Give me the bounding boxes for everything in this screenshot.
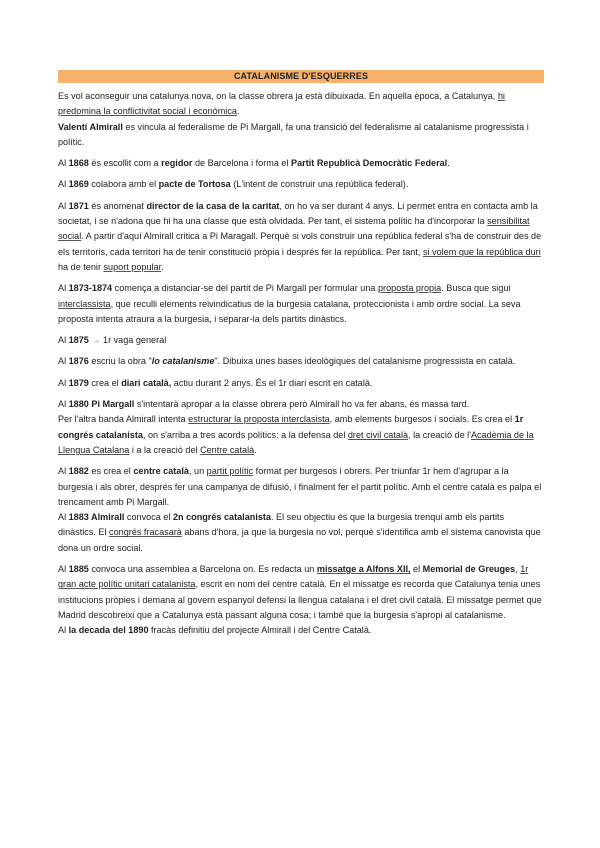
underlined-text: sensibilitat social — [58, 216, 530, 242]
underlined-text: partit polític — [206, 466, 254, 477]
text: colabora amb el — [88, 179, 159, 190]
bold-text: director de la casa de la caritat — [146, 200, 280, 211]
intro-paragraph — [58, 89, 544, 120]
text: s'intentarà apropar a la classe obrera però Almirall ho va fer abans, és massa tard. — [134, 399, 470, 410]
bold-text: 1885 — [68, 564, 89, 575]
text: abans d'hora, ja que la burgesia no vol, perquè s'identifica amb el sistema canovista que dona un ordre social. — [58, 527, 541, 553]
paragraph-1883 — [58, 510, 544, 556]
arrow-icon: → — [88, 335, 104, 346]
text: Al — [58, 200, 69, 211]
text: 1r vaga general — [103, 335, 167, 346]
bold-italic-text: lo catalanisme — [151, 356, 215, 367]
paragraph-1885 — [58, 562, 544, 623]
bold-text: centre català — [133, 466, 189, 477]
paragraph-1890 — [58, 623, 544, 638]
text: escriu la obra " — [88, 356, 152, 367]
bold-text: 1876 — [68, 356, 89, 367]
text: Al — [58, 512, 69, 523]
text: Al — [58, 564, 69, 575]
text: Es vol aconseguir una catalunya nova, on la classe obrera ja està dibuixada. En aquella època, a Catalunya, — [58, 91, 498, 101]
paragraph-1868 — [58, 156, 544, 171]
bold-text: regidor — [161, 158, 193, 169]
text: actiu durant 2 anys. És el 1r diari escrit en català. — [171, 377, 373, 388]
paragraph-1871 — [58, 199, 544, 275]
bold-text: 1883 Almirall — [68, 512, 125, 523]
bold-underlined-text: missatge a Alfons XII, — [316, 564, 411, 575]
underlined-text: suport popular — [103, 261, 162, 272]
text: ". Dibuixa unes bases ideològiques del catalanisme progressista en català. — [214, 356, 516, 367]
text: i a la creació del — [129, 444, 201, 455]
text: Al — [58, 283, 69, 294]
text: Al — [58, 399, 69, 410]
text: (L'intent de construir una república federal). — [230, 179, 409, 190]
text: . — [254, 444, 257, 455]
bold-text: la decada del 1890 — [68, 625, 149, 636]
paragraph-1873 — [58, 281, 544, 327]
bold-text: 1868 — [68, 158, 89, 169]
paragraph-1880 — [58, 397, 544, 412]
text: . — [161, 261, 164, 272]
underlined-text: 1r gran acte polític unitari catalanista — [58, 564, 529, 590]
text: Al — [58, 158, 69, 169]
text: . Busca que sigui — [441, 283, 511, 294]
bold-text: 1880 Pi Margall — [68, 399, 135, 410]
bold-text: pacte de Tortosa — [158, 179, 231, 190]
text: és escollit com a — [88, 158, 162, 169]
paragraph-1879 — [58, 376, 544, 391]
page-title: CATALANISME D'ESQUERRES — [58, 70, 544, 83]
text: Al — [58, 625, 69, 636]
almirall-intro-paragraph — [58, 120, 544, 151]
paragraph-1882 — [58, 464, 544, 510]
text: , on s'arriba a tres acords polítics: a la defensa del — [142, 429, 348, 440]
bold-text: 1875 — [68, 335, 89, 346]
document-page — [58, 70, 544, 645]
text: . El seu objectiu és que la burgesia trenqui amb els partits dinàstics. El — [58, 512, 505, 538]
bold-text: 1882 — [68, 466, 89, 477]
text: . — [447, 158, 450, 169]
text: el — [410, 564, 423, 575]
underlined-text: Acadèmia de la Llengua Catalana — [58, 429, 534, 455]
text: crea el — [88, 377, 122, 388]
bold-text: Memorial de Greuges — [422, 564, 516, 575]
text: ha de tenir — [58, 261, 104, 272]
text: , — [515, 564, 521, 575]
bold-text: 1r congrés catalanista — [58, 414, 524, 440]
underlined-text: congrés fracasarà — [109, 527, 182, 538]
text: fracàs definitiu del projecte Almirall i del Centre Català. — [148, 625, 372, 636]
underlined-text: estructurar la proposta interclasista — [188, 414, 330, 425]
text: , un — [188, 466, 207, 477]
bold-text: 1869 — [68, 179, 89, 190]
text: es vincula al federalisme de Pi Margall, fa una transició del federalisme al catalanisme progressista i polític. — [58, 121, 529, 147]
bold-text: diari català, — [121, 377, 172, 388]
text: Al — [58, 179, 69, 190]
text: format per burgesos i obrers. Per triunfar 1r hem d'agrupar a la burgesia i als obrer, després fer una campanya de difusió, i finalment fer el partit polític. Amb el centre català es palpa el trencament amb Pi Margall. — [58, 466, 542, 507]
underlined-text: Centre català — [200, 444, 255, 455]
text: convoca una assemblea a Barcelona on. Es redacta un — [88, 564, 317, 575]
bold-text: 1873-1874 — [68, 283, 113, 294]
text: Al — [58, 377, 69, 388]
text: , que reculli elements reivindicatius de la burgesia catalana, proteccionista i amb ordre social. La seva proposta intenta atraura a la burgesia, i separar-la dels partits dinàstics. — [58, 298, 521, 324]
text: , amb elements burgesos i socials. Es crea el — [329, 414, 515, 425]
text: Al — [58, 335, 69, 346]
text: , escrit en nom del centre català. En el missatge es recorda que Catalunya tenia unes institucions pròpies i demana al govern espanyol defensi la llengua catalana i el dret civil català. El missatge permet que Madrid descobreixi que a Catalunya està passant alguna cosa; i també que la burgesia s'apropi al catalanisme. — [58, 579, 542, 620]
text: convoca el — [124, 512, 173, 523]
bold-text: 2n congrés catalanista — [172, 512, 271, 523]
underlined-text: si volem que la república duri — [422, 246, 541, 257]
text: és anomenat — [88, 200, 147, 211]
underlined-text: hi predomina la conflictivitat social i econòmica — [58, 91, 505, 117]
paragraph-1880-congress — [58, 412, 544, 458]
bold-text: 1871 — [68, 200, 89, 211]
bold-text: Valentí Almirall — [58, 121, 123, 132]
bold-text: 1879 — [68, 377, 89, 388]
underlined-text: dret civil català — [347, 429, 409, 440]
text: Al — [58, 466, 69, 477]
paragraph-1869 — [58, 177, 544, 192]
text: es crea el — [88, 466, 134, 477]
text: , la creació de l' — [408, 429, 471, 440]
paragraph-1875 — [58, 333, 544, 348]
text: de Barcelona i forma el — [192, 158, 292, 169]
text: , on ho va ser durant 4 anys. Li permet entra en contacta amb la societat, i se n'adona que hi ha una classe que està olvidada. Per tant, el sistema polític ha d'incorporar la — [58, 200, 538, 227]
bold-text: Partit Republicà Democràtic Federal — [291, 158, 448, 169]
text: . — [236, 106, 240, 117]
text: Al — [58, 356, 69, 367]
underlined-text: interclassista — [58, 298, 111, 309]
underlined-text: proposta propia — [378, 283, 442, 294]
text: Per l'altra banda Almirall intenta — [58, 414, 189, 425]
paragraph-1876 — [58, 354, 544, 369]
text: . A partir d'aquí Almirall critica a Pi Maragall. Perquè si vols construir una república federal s'ha de construir des de els territoris, cada territori ha de tenir constitució pròpia i després fer la república. Per tant, — [58, 231, 542, 257]
text: comença a distanciar-se del partit de Pi Margall per formular una — [112, 283, 378, 294]
